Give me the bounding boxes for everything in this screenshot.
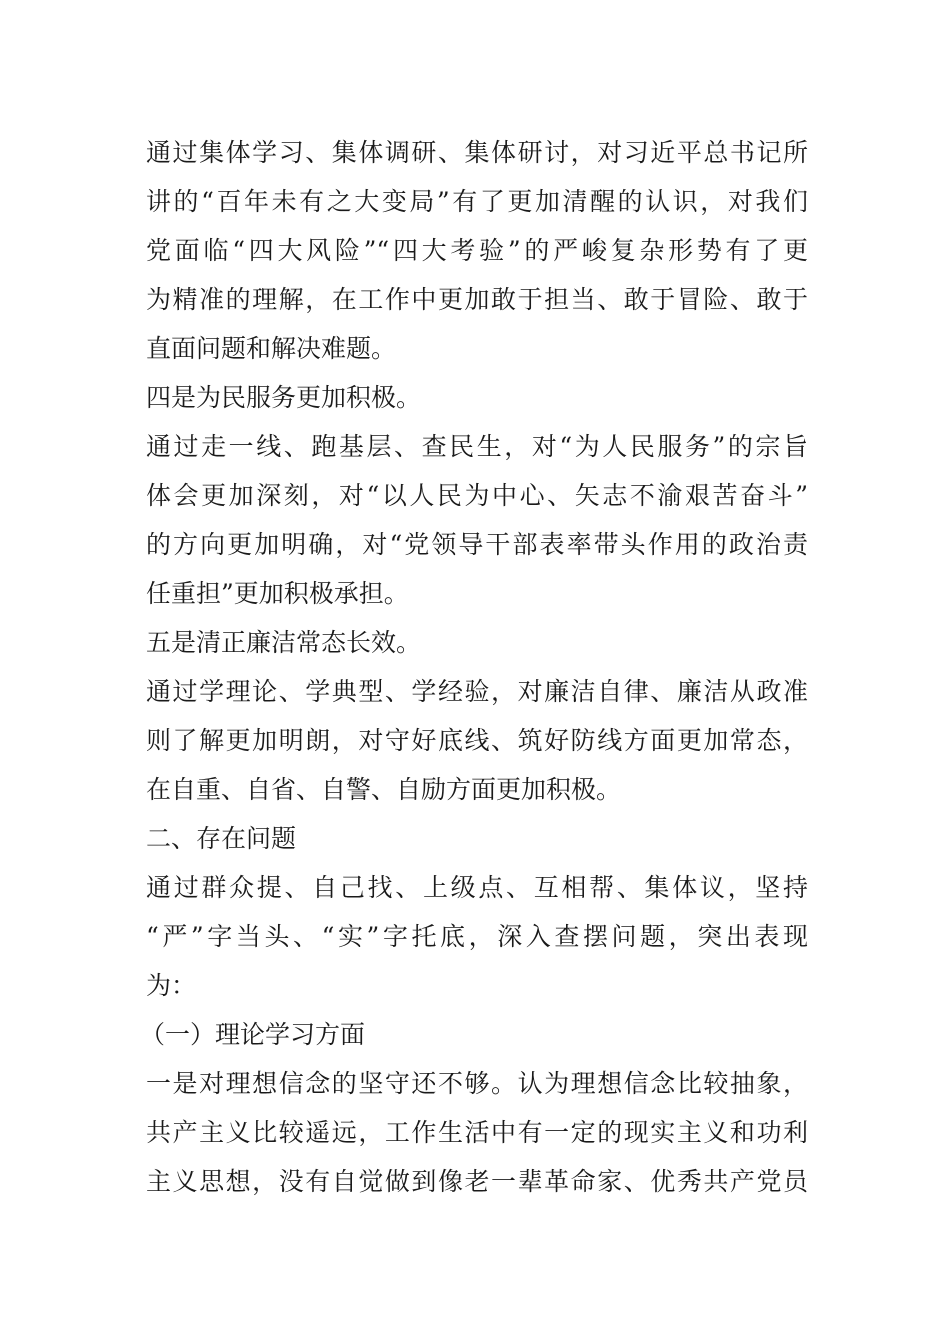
section-heading-problems: 二、存在问题 [146,824,297,853]
text-line-8: 体会更加深刻，对“以人民为中心、矢志不渝艰苦奋斗” [146,481,808,510]
heading-five: 五是清正廉洁常态长效。 [146,628,422,657]
text-line-20: 一是对理想信念的坚守还不够。认为理想信念比较抽象， [146,1069,808,1098]
text-line-7: 通过走一线、跑基层、查民生，对“为人民服务”的宗旨 [146,432,808,461]
text-line-22: 主义思想，没有自觉做到像老一辈革命家、优秀共产党员 [146,1167,808,1196]
text-line-10: 任重担”更加积极承担。 [146,579,409,608]
text-line-21: 共产主义比较遥远，工作生活中有一定的现实主义和功利 [146,1118,808,1147]
heading-four: 四是为民服务更加积极。 [146,383,422,412]
text-line-1: 通过集体学习、集体调研、集体研讨，对习近平总书记所 [146,138,808,167]
subsection-heading-theory: （一）理论学习方面 [140,1020,366,1049]
text-line-16: 通过群众提、自己找、上级点、互相帮、集体议，坚持 [146,873,808,902]
text-line-9: 的方向更加明确，对“党领导干部表率带头作用的政治责 [146,530,808,559]
text-line-3: 党面临“四大风险”“四大考验”的严峻复杂形势有了更 [146,236,808,265]
text-line-18: 为： [146,971,197,1000]
text-line-13: 则了解更加明朗，对守好底线、筑好防线方面更加常态， [146,726,808,755]
document-body [140,128,808,1206]
text-line-5: 直面问题和解决难题。 [146,334,397,363]
text-line-12: 通过学理论、学典型、学经验，对廉洁自律、廉洁从政准 [146,677,808,706]
text-line-17: “严”字当头、“实”字托底，深入查摆问题，突出表现 [146,922,808,951]
text-line-2: 讲的“百年未有之大变局”有了更加清醒的认识，对我们 [146,187,808,216]
text-line-4: 为精准的理解，在工作中更加敢于担当、敢于冒险、敢于 [146,285,808,314]
text-line-14: 在自重、自省、自警、自励方面更加积极。 [146,775,622,804]
